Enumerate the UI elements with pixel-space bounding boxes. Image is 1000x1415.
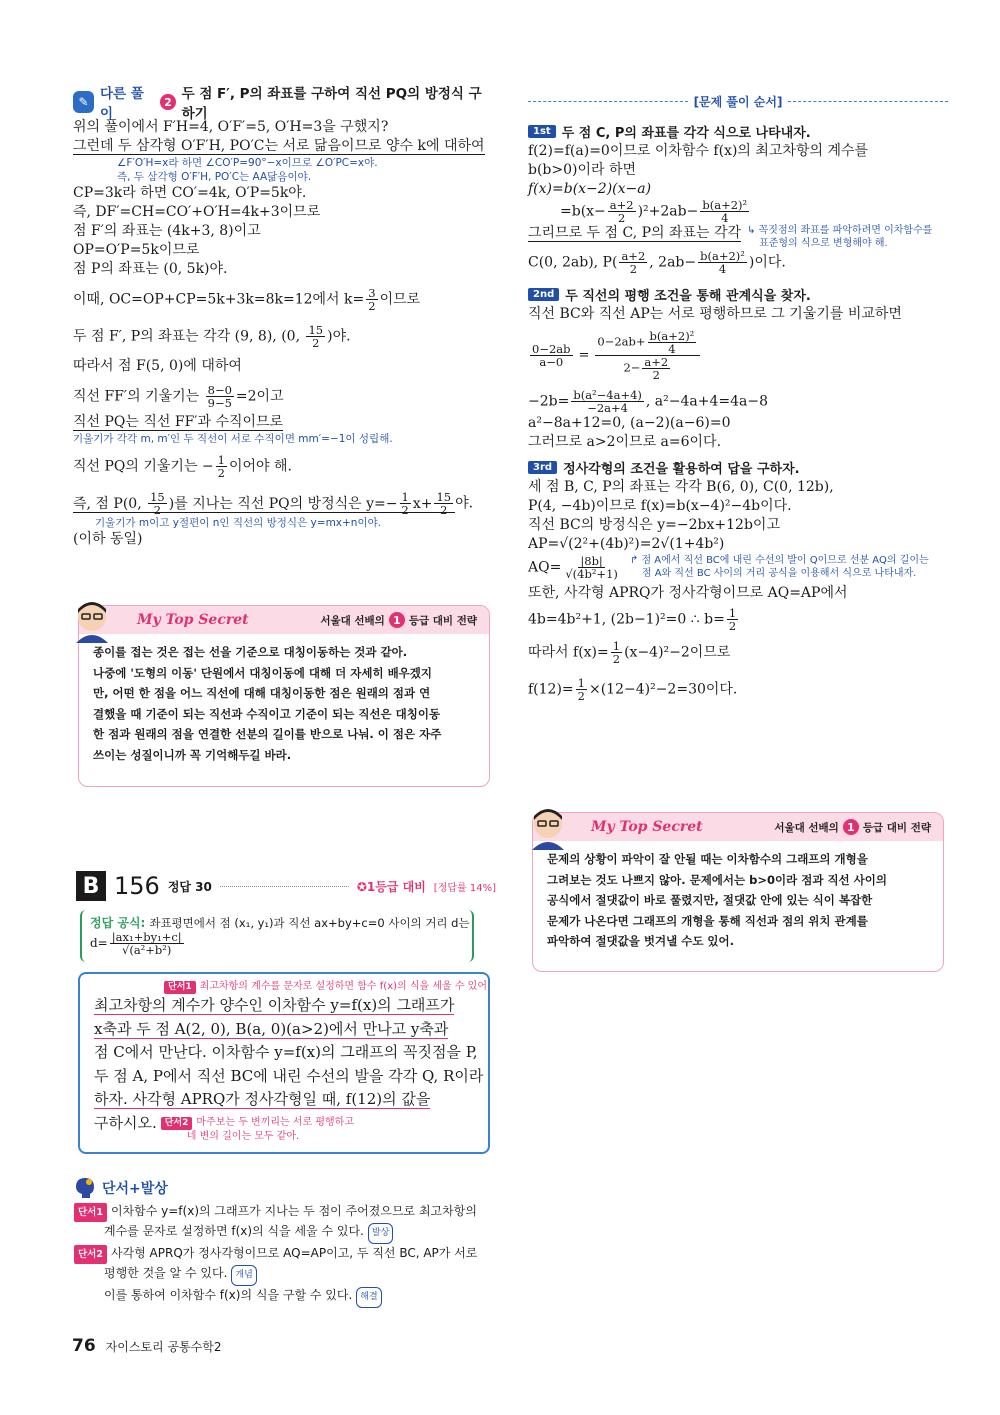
solve-badge: 해결 [356,1287,381,1308]
clue-line: 이를 통하여 이차함수 f(x)의 식을 구할 수 있다. 해결 [104,1286,494,1308]
distance-note: ↱ 점 A에서 직선 BC에 내린 수선의 발이 Q이므로 선분 AQ의 길이는 점 A와 직선 BC 사이의 거리 공식을 이용해서 식으로 나타내자. [629,555,929,579]
fraction: $\frac{1}{2}$ [217,453,225,480]
answer-formula-box [80,910,474,962]
text-line: 한 점과 원래의 점을 연결한 선분의 길이를 반으로 나눠. 이 점은 자주 [93,727,442,741]
right-column [528,90,948,702]
fraction: $\frac{15}{2}$ [150,490,165,517]
problem-box [78,972,490,1154]
clue-line: 단서2 사각형 APRQ가 정사각형이므로 AQ=AP이고, 두 직선 BC, AP가 서로 [74,1244,494,1264]
top-secret-subtitle: 서울대 선배의 1 등급 대비 전략 [774,820,931,834]
step2-title: 2nd 두 직선의 평행 조건을 통해 관계식을 찾자. [528,283,948,305]
clue-line: 단서1 이차함수 y=f(x)의 그래프가 지나는 두 점이 주어졌으므로 최고차항의 [74,1202,494,1222]
alt-solution-number: 2 [160,94,175,110]
problem-line: 구하시오. [94,1113,157,1132]
top-secret-subtitle: 서울대 선배의 1 등급 대비 전략 [320,613,477,627]
text-line: 그러므로 a>2이므로 a=6이다. [528,434,722,450]
text-line: f(12)= $\frac{1}{2}$ ×(12−4)²−2=30이다. [528,676,738,703]
text-line: 파악하여 절댓값을 벗겨낼 수도 있어. [547,934,735,948]
note-line: 즉, 두 삼각형 O′F′H, PO′C는 AA닮음이야. [117,171,312,183]
fraction: $\frac{\text{|ax₁+by₁+c|}}{\text{√(a²+b²)}}$ [111,930,182,957]
text-line: AP=√(2²+(4b)²)=2√(1+4b²) [528,536,725,552]
text-line: 즉, 점 P(0, $\frac{15}{2}$ )를 지나는 직선 PQ의 방정식은 y=− $\frac{1}{2}$ x+ $\frac{15}{2}$ 야. [73,490,474,517]
brain-icon [74,1176,96,1200]
formula-text: 좌표평면에서 점 (x₁, y₁)과 직선 ax+by+c=0 사이의 거리 d는 [149,916,470,930]
text-line: 세 점 B, C, P의 좌표는 각각 B(6, 0), C(0, 12b), [528,479,834,495]
book-title: 자이스토리 공통수학2 [105,1339,222,1354]
top-secret-box [532,812,944,972]
fraction: $\frac{1}{2}$ [401,490,409,517]
top-secret-title: My Top Secret [591,819,703,835]
fraction: $\frac{\text{b(a+2)²}}{4}$ [700,249,745,276]
text-line: 위의 풀이에서 F′H=4, O′F′=5, O′H=3을 구했지? [73,119,389,135]
text-line: f(2)=f(a)=0이므로 이차함수 f(x)의 최고차항의 계수를 [528,143,869,159]
text-line: 종이를 접는 것은 접는 선을 기준으로 대칭이동하는 것과 같아. [93,645,408,659]
concept-badge: 개념 [231,1265,256,1286]
text-line: −2b= $\frac{\text{b(a²−4a+4)}}{-2a+4}$ , a²−4a+4=4a−8 [528,388,769,415]
student-avatar-icon [70,597,114,643]
page-number: 76 [72,1336,96,1356]
text-line: 만, 어떤 한 점을 어느 직선에 대해 대칭이동한 점은 원래의 점과 연 [93,686,431,700]
text-line: 두 점 F′, P의 좌표는 각각 (9, 8), (0, $\frac{15}{2}$ )야. [73,323,351,350]
text-line: 직선 PQ의 기울기는 − $\frac{1}{2}$ 이어야 해. [73,453,292,480]
text-line: 나중에 '도형의 이동' 단원에서 대칭이동에 대해 더 자세히 배우겠지 [93,665,433,680]
problem-line: 점 C에서 만난다. 이차함수 y=f(x)의 그래프의 꼭짓점을 P, [94,1043,478,1061]
grade-label: ✪1등급 대비 [356,879,426,894]
fraction: $\frac{\text{b(a²−4a+4)}}{-2a+4}$ [573,388,642,415]
top-secret-body [533,841,943,960]
problem-header [76,870,496,902]
fraction: $\frac{15}{2}$ [436,490,452,517]
text-line: 문제가 나온다면 그래프의 개형을 통해 직선과 점의 위치 관계를 [547,913,868,928]
distance-formula: d= $\frac{\text{|ax₁+by₁+c|}}{\text{√(a²+b²)}}$ [90,930,182,957]
text-line: 이때, OC=OP+CP=5k+3k=8k=12에서 k= $\frac{3}{2}$ 이므로 [73,286,421,313]
text-line: 결했을 때 기준이 되는 직선과 수직이고 기준이 되는 직선은 대칭이동 [93,706,441,721]
clue-line: 계수를 문자로 설정하면 f(x)의 식을 세울 수 있다. 발상 [104,1222,494,1244]
text-line: 그런데 두 삼각형 O′F′H, PO′C는 서로 닮음이므로 양수 k에 대하여 [73,138,485,154]
fraction: $\frac{1}{2}$ [612,639,621,666]
top-secret-body [79,634,489,773]
left-column [73,86,493,549]
compound-fraction: 0−2ab+ $\frac{\text{b(a+2)²}}{4}$ 2− $\frac{a+2}{2}$ [595,330,700,381]
text-line: C(0, 2ab), P( $\frac{a+2}{2}$ , 2ab− $\frac{\text{b(a+2)²}}{4}$ )이다. [528,249,786,276]
student-avatar-icon [526,804,570,850]
page-footer [72,1336,221,1356]
clue-idea-heading: 단서+발상 [102,1181,168,1197]
fraction: $\frac{|8b|}{\text{√(4b²+1)}}$ [565,553,618,581]
note-line: ∠F′O′H=x라 하면 ∠CO′P=90°−x이므로 ∠O′PC=x야. [117,157,378,169]
text-line: 점 F′의 좌표는 (4k+3, 8)이고 [73,223,261,239]
idea-badge: 발상 [368,1223,393,1244]
text-line: 공식에서 절댓값이 바로 풀렸지만, 절댓값 안에 있는 식이 복잡한 [547,893,873,907]
text-line: a²−8a+12=0, (a−2)(a−6)=0 [528,415,731,431]
fraction: $\frac{a+2}{2}$ [621,249,646,276]
problem-number: 156 [114,872,160,900]
problem-line: 두 점 A, P에서 직선 BC에 내린 수선의 발을 각각 Q, R이라 [94,1066,484,1085]
text-line: AQ= $\frac{|8b|}{\text{√(4b²+1)}}$ [528,553,618,581]
grade-badge: 1 [843,819,859,835]
level-letter: B [76,871,106,901]
solution-order-header [528,90,948,112]
text-line: OP=O′P=5k이므로 [73,242,200,258]
text-line: 직선 BC와 직선 AP는 서로 평행하므로 그 기울기를 비교하면 [528,306,902,322]
text-line: 그려보는 것도 나쁘지 않아. 문제에서는 b>0이라 점과 직선 사이의 [547,872,887,887]
top-secret-box [78,605,490,787]
clue-idea-section [74,1174,494,1308]
text-line: 점 P의 좌표는 (0, 5k)야. [73,261,228,277]
top-secret-header [79,606,489,634]
text-line: 직선 PQ는 직선 FF′과 수직이므로 [73,414,284,430]
solution-order-title: [문제 풀이 순서] [693,94,783,109]
text-line: 직선 BC의 방정식은 y=−2bx+12b이고 [528,517,780,533]
text-line: 즉, DF′=CH=CO′+O′H=4k+3이므로 [73,204,321,220]
clue2-annotation: 단서2 마주보는 두 변끼리는 서로 평행하고 네 변의 길이는 모두 같아. [161,1116,354,1143]
step1-title: 1st 두 점 C, P의 좌표를 각각 식으로 나타내자. [528,120,948,142]
fraction: $\frac{1}{2}$ [577,676,585,703]
fraction: $\frac{1}{2}$ [728,606,737,633]
formula-label: 정답 공식: [90,916,146,930]
text-line: 따라서 f(x)= $\frac{1}{2}$ (x−4)²−2이므로 [528,639,731,666]
note-line: 기울기가 각각 m, m′인 두 직선이 서로 수직이면 mm′=−1이 성립해. [73,433,393,445]
solution-icon: ✎ [73,91,94,113]
clue-line: 평행한 것을 알 수 있다. 개념 [104,1264,494,1286]
answer-label: 정답 30 [167,879,212,894]
text-line: CP=3k라 하면 CO′=4k, O′P=5k야. [73,185,307,201]
text-line: 또한, 사각형 APRQ가 정사각형이므로 AQ=AP에서 [528,585,848,601]
note-line: 기울기가 m이고 y절편이 n인 직선의 방정식은 y=mx+n이야. [95,517,382,529]
clue1-annotation: 단서1 최고차항의 계수를 문자로 설정하면 함수 f(x)의 식을 세울 수 있어. [164,980,488,994]
step3-title: 3rd 정사각형의 조건을 활용하여 답을 구하자. [528,456,948,478]
text-line: (이하 동일) [73,531,143,547]
text-line: =b(x− $\frac{a+2}{2}$ )²+2ab− $\frac{\text{b(a+2)²}}{4}$ [560,198,748,225]
slope-equation: $\frac{0-2ab}{a-0}$ = 0−2ab+ $\frac{\text{b(a+2)²}}{4}$ 2− $\frac{a+2}{2}$ [528,330,948,381]
accuracy-rate: [정답률 14%] [433,882,496,894]
fraction: $\frac{0-2ab}{a-0}$ [532,342,571,369]
text-line: 그리므로 두 점 C, P의 좌표는 각각 [528,225,742,241]
fraction: $\frac{a+2}{2}$ [609,198,634,225]
problem-line: x축과 두 점 A(2, 0), B(a, 0)(a>2)에서 만나고 y축과 [94,1019,449,1038]
fraction: $\frac{8-0}{9-5}$ [207,383,232,410]
fraction: $\frac{\text{b(a+2)²}}{4}$ [702,198,748,225]
text-line: 4b=4b²+1, (2b−1)²=0 ∴ b= $\frac{1}{2}$ [528,606,737,633]
fraction: $\frac{15}{2}$ [308,323,324,350]
problem-line: 하자. 사각형 APRQ가 정사각형일 때, f(12)의 값을 [94,1090,431,1108]
alt-solution-label: 다른 풀이 [100,86,144,122]
problem-line: 최고차항의 계수가 양수인 이차함수 y=f(x)의 그래프가 [94,996,455,1014]
text-line: f(x)=b(x−2)(x−a) [528,181,652,197]
grade-badge: 1 [389,612,405,628]
text-line: b(b>0)이라 하면 [528,162,637,178]
alt-solution-heading [73,86,493,122]
text-line: P(4, −4b)이므로 f(x)=b(x−4)²−4b이다. [528,498,792,514]
text-line: 직선 FF′의 기울기는 $\frac{8-0}{9-5}$ =2이고 [73,383,284,410]
vertex-note: ↳ 꼭짓점의 좌표를 파악하려면 이차함수를 표준형의 식으로 변형해야 해. [747,225,933,249]
fraction: $\frac{3}{2}$ [368,286,376,313]
alt-solution-title: 두 점 F′, P의 좌표를 구하여 직선 PQ의 방정식 구하기 [181,86,482,122]
top-secret-title: My Top Secret [137,612,249,628]
top-secret-header [533,813,943,841]
text-line: 따라서 점 F(5, 0)에 대하여 [73,358,242,374]
text-line: 문제의 상황이 파악이 잘 안될 때는 이차함수의 그래프의 개형을 [547,852,868,866]
text-line: 쓰이는 성질이니까 꼭 기억해두길 바라. [93,747,292,762]
